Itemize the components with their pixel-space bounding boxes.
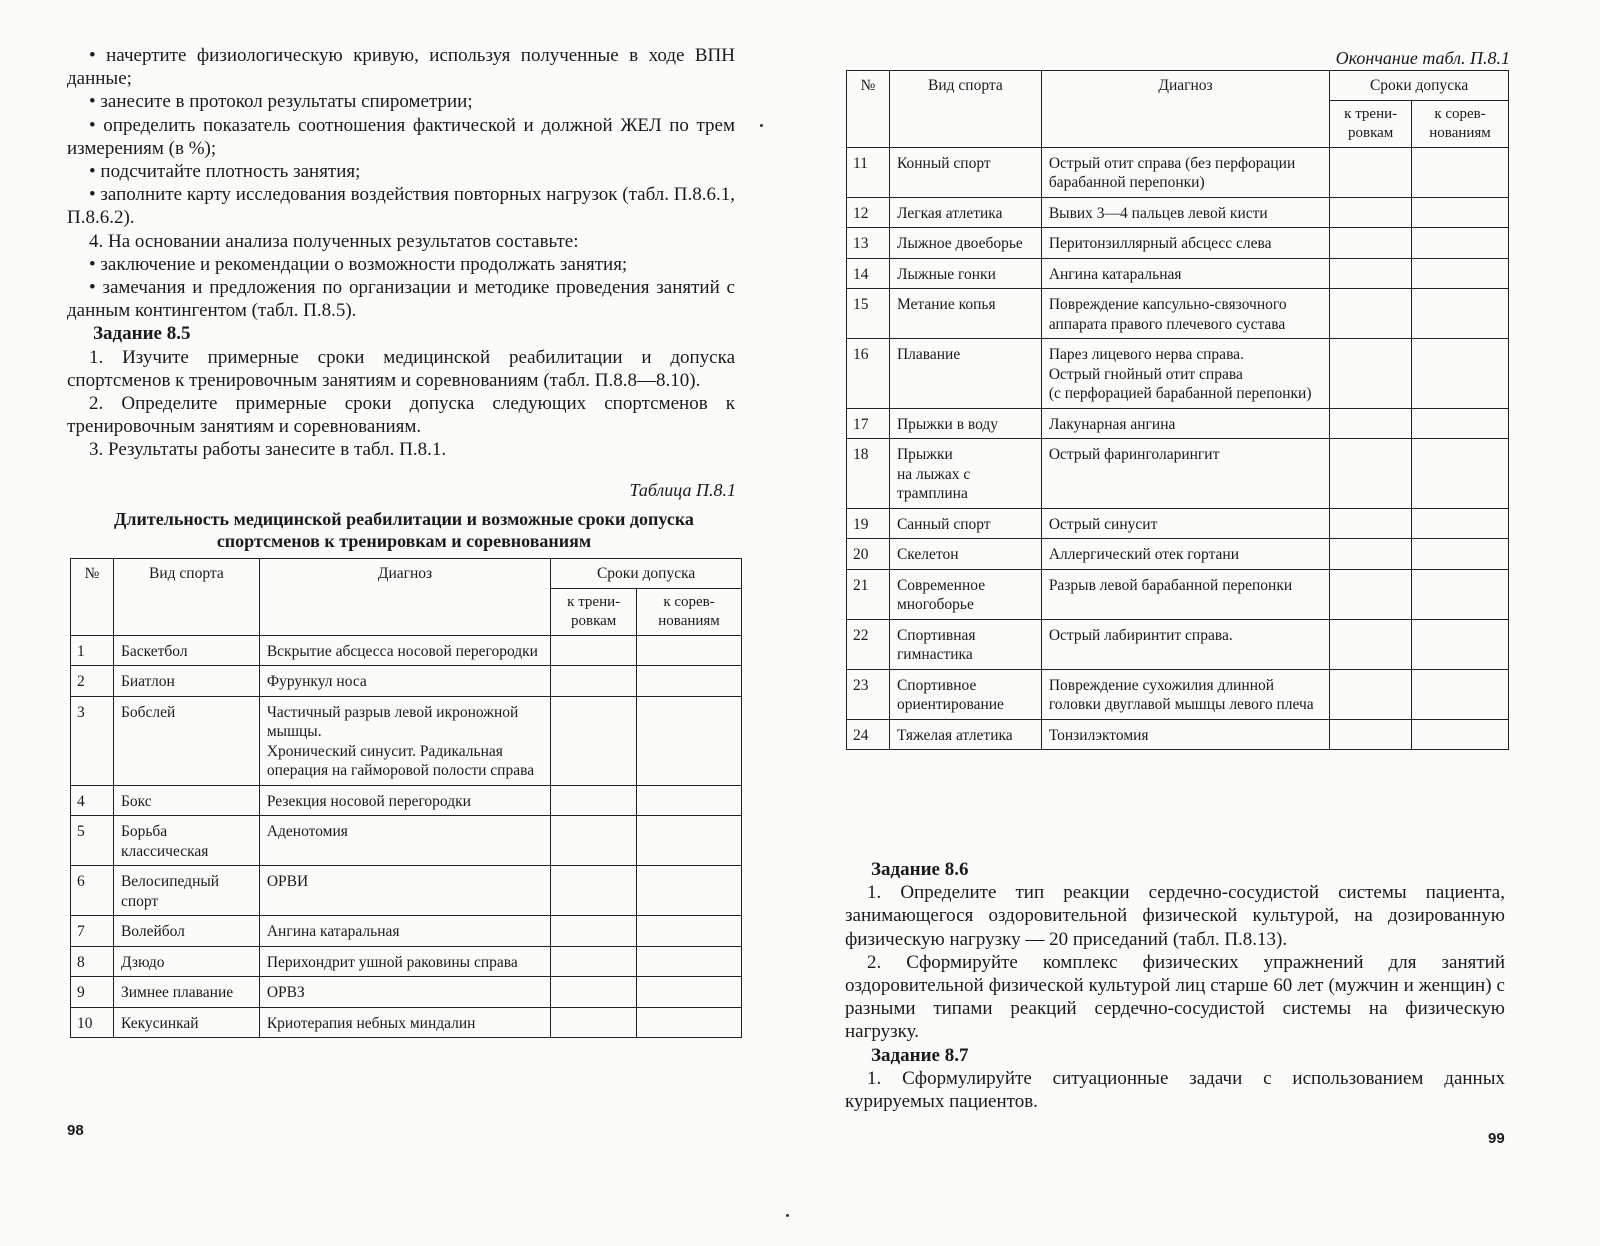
sport-cell: Метание копья bbox=[889, 289, 1041, 339]
training-term-cell bbox=[1330, 197, 1412, 228]
training-term-cell bbox=[551, 1007, 637, 1038]
competition-term-cell bbox=[637, 666, 742, 697]
training-term-cell bbox=[551, 916, 637, 947]
training-term-cell bbox=[551, 946, 637, 977]
bullet-item: • подсчитайте плотность занятия; bbox=[67, 160, 735, 183]
table-row bbox=[71, 916, 742, 947]
training-term-cell bbox=[551, 696, 637, 785]
sport-cell: Прыжки на лыжах с трамплина bbox=[889, 439, 1041, 509]
row-number-cell: 6 bbox=[71, 866, 114, 916]
competition-term-cell bbox=[1412, 619, 1509, 669]
row-number-cell: 20 bbox=[847, 539, 890, 570]
diagnosis-cell: Ангина катаральная bbox=[1041, 258, 1329, 289]
sport-cell: Тяжелая атлетика bbox=[889, 719, 1041, 750]
row-number-cell: 3 bbox=[71, 696, 114, 785]
bullet-item: • определить показатель соотношения фактической и должной ЖЕЛ по трем измерениям (в %); bbox=[67, 114, 735, 160]
competition-term-cell bbox=[637, 977, 742, 1008]
bullet-item: • заключение и рекомендации о возможности продолжать занятия; bbox=[67, 253, 735, 276]
col-num-header: № bbox=[71, 559, 114, 636]
competition-term-cell bbox=[637, 696, 742, 785]
training-term-cell bbox=[551, 977, 637, 1008]
col-terms-header: Сроки допуска bbox=[551, 559, 742, 589]
diagnosis-cell: Повреждение капсульно-связочного аппарата правого плечевого сустава bbox=[1041, 289, 1329, 339]
sport-cell: Плавание bbox=[889, 339, 1041, 409]
competition-term-cell bbox=[1412, 539, 1509, 570]
training-term-cell bbox=[1330, 258, 1412, 289]
sport-cell: Легкая атлетика bbox=[889, 197, 1041, 228]
bullet-item: • замечания и предложения по организации и методике проведения занятий с данным контингентом (табл. П.8.5). bbox=[67, 276, 735, 322]
training-term-cell bbox=[1330, 408, 1412, 439]
competition-term-cell bbox=[637, 635, 742, 666]
training-term-cell bbox=[551, 816, 637, 866]
row-number-cell: 9 bbox=[71, 977, 114, 1008]
diagnosis-cell: Вскрытие абсцесса носовой перегородки bbox=[259, 635, 550, 666]
competition-term-cell bbox=[1412, 569, 1509, 619]
competition-term-cell bbox=[1412, 669, 1509, 719]
sport-cell: Дзюдо bbox=[113, 946, 259, 977]
training-term-cell bbox=[1330, 719, 1412, 750]
table-row bbox=[847, 339, 1509, 409]
row-number-cell: 14 bbox=[847, 258, 890, 289]
competition-term-cell bbox=[1412, 147, 1509, 197]
diagnosis-cell: Аденотомия bbox=[259, 816, 550, 866]
table-row bbox=[847, 508, 1509, 539]
task-item: 1. Сформулируйте ситуационные задачи с использованием данных курируемых пациентов. bbox=[845, 1067, 1505, 1113]
table-row bbox=[71, 666, 742, 697]
col-sport-header: Вид спорта bbox=[889, 71, 1041, 148]
sport-cell: Волейбол bbox=[113, 916, 259, 947]
diagnosis-cell: Тонзилэктомия bbox=[1041, 719, 1329, 750]
sport-cell: Лыжное двоеборье bbox=[889, 228, 1041, 259]
sport-cell: Биатлон bbox=[113, 666, 259, 697]
table-row bbox=[847, 228, 1509, 259]
training-term-cell bbox=[1330, 569, 1412, 619]
table-row bbox=[847, 669, 1509, 719]
diagnosis-cell: Парез лицевого нерва справа. Острый гнойный отит справа (с перфорацией барабанной перепонки) bbox=[1041, 339, 1329, 409]
table-title-line-2: спортсменов к тренировкам и соревнованиям bbox=[216, 531, 592, 551]
table-row bbox=[847, 619, 1509, 669]
table-title-line-1: Длительность медицинской реабилитации и возможные сроки допуска bbox=[114, 509, 694, 529]
row-number-cell: 22 bbox=[847, 619, 890, 669]
table-row bbox=[71, 785, 742, 816]
page-number-right: 99 bbox=[1488, 1130, 1505, 1147]
competition-term-cell bbox=[1412, 508, 1509, 539]
table-row bbox=[847, 719, 1509, 750]
row-number-cell: 24 bbox=[847, 719, 890, 750]
table-row bbox=[71, 1007, 742, 1038]
row-number-cell: 15 bbox=[847, 289, 890, 339]
left-page bbox=[0, 0, 790, 1246]
sport-cell: Прыжки в воду bbox=[889, 408, 1041, 439]
table-row bbox=[71, 635, 742, 666]
training-term-cell bbox=[1330, 339, 1412, 409]
task-8-7-heading: Задание 8.7 bbox=[871, 1044, 969, 1066]
diagnosis-cell: Аллергический отек гортани bbox=[1041, 539, 1329, 570]
training-term-cell bbox=[551, 785, 637, 816]
table-row bbox=[847, 258, 1509, 289]
table-row bbox=[847, 289, 1509, 339]
task-8-6-heading: Задание 8.6 bbox=[871, 859, 969, 880]
row-number-cell: 11 bbox=[847, 147, 890, 197]
table-row bbox=[847, 147, 1509, 197]
table-row bbox=[71, 946, 742, 977]
row-number-cell: 17 bbox=[847, 408, 890, 439]
sport-cell: Спортивное ориентирование bbox=[889, 669, 1041, 719]
row-number-cell: 13 bbox=[847, 228, 890, 259]
sport-cell: Баскетбол bbox=[113, 635, 259, 666]
sport-cell: Спортивная гимнастика bbox=[889, 619, 1041, 669]
training-term-cell bbox=[1330, 147, 1412, 197]
right-page bbox=[800, 0, 1600, 1246]
task-item: 3. Результаты работы занесите в табл. П.8.1. bbox=[89, 439, 447, 461]
training-term-cell bbox=[551, 635, 637, 666]
diagnosis-cell: Фурункул носа bbox=[259, 666, 550, 697]
training-term-cell bbox=[1330, 669, 1412, 719]
training-term-cell bbox=[1330, 439, 1412, 509]
task-item: 2. Определите примерные сроки допуска следующих спортсменов к тренировочным занятиям и соревнованиям. bbox=[67, 393, 735, 438]
diagnosis-cell: Перихондрит ушной раковины справа bbox=[259, 946, 550, 977]
table-title bbox=[70, 508, 738, 552]
competition-term-cell bbox=[1412, 289, 1509, 339]
competition-term-cell bbox=[1412, 719, 1509, 750]
table-row bbox=[71, 816, 742, 866]
row-number-cell: 21 bbox=[847, 569, 890, 619]
col-diagnosis-header: Диагноз bbox=[1041, 71, 1329, 148]
row-number-cell: 1 bbox=[71, 635, 114, 666]
sport-cell: Лыжные гонки bbox=[889, 258, 1041, 289]
diagnosis-cell: Вывих 3—4 пальцев левой кисти bbox=[1041, 197, 1329, 228]
sport-cell: Бобслей bbox=[113, 696, 259, 785]
diagnosis-cell: Острый лабиринтит справа. bbox=[1041, 619, 1329, 669]
table-row bbox=[71, 696, 742, 785]
competition-term-cell bbox=[1412, 408, 1509, 439]
col-training-header: к трени- ровкам bbox=[551, 588, 637, 635]
diagnosis-cell: Острый фаринголарингит bbox=[1041, 439, 1329, 509]
task-item: 1. Определите тип реакции сердечно-сосудистой системы пациента, занимающегося оздоровительной физической культурой, на дозированную физическую нагрузку — 20 приседаний (табл. П.8.13). bbox=[845, 882, 1505, 950]
task-item: 2. Сформируйте комплекс физических упражнений для занятий оздоровительной физической культурой лиц старше 60 лет (мужчин и женщин) с разными типами реакций сердечно-сосудистой системы на физическую нагрузку. bbox=[845, 951, 1505, 1043]
col-training-header: к трени- ровкам bbox=[1330, 100, 1412, 147]
col-sport-header: Вид спорта bbox=[113, 559, 259, 636]
table-body bbox=[71, 635, 742, 1038]
diagnosis-cell: Резекция носовой перегородки bbox=[259, 785, 550, 816]
row-number-cell: 4 bbox=[71, 785, 114, 816]
training-term-cell bbox=[1330, 228, 1412, 259]
training-term-cell bbox=[1330, 508, 1412, 539]
intro-list bbox=[67, 44, 735, 322]
table-body bbox=[847, 147, 1509, 750]
competition-term-cell bbox=[1412, 258, 1509, 289]
row-number-cell: 5 bbox=[71, 816, 114, 866]
table-row bbox=[847, 439, 1509, 509]
row-number-cell: 16 bbox=[847, 339, 890, 409]
left-intro-text bbox=[67, 44, 735, 462]
diagnosis-cell: Ангина катаральная bbox=[259, 916, 550, 947]
competition-term-cell bbox=[1412, 439, 1509, 509]
task-8-5-items bbox=[67, 346, 735, 462]
task-8-7-items bbox=[845, 1067, 1505, 1113]
col-competition-header: к сорев- нованиям bbox=[637, 588, 742, 635]
row-number-cell: 12 bbox=[847, 197, 890, 228]
training-term-cell bbox=[551, 666, 637, 697]
table-row bbox=[847, 197, 1509, 228]
row-number-cell: 2 bbox=[71, 666, 114, 697]
row-number-cell: 19 bbox=[847, 508, 890, 539]
row-number-cell: 8 bbox=[71, 946, 114, 977]
table-row bbox=[847, 569, 1509, 619]
table-label: Таблица П.8.1 bbox=[629, 480, 736, 500]
row-number-cell: 18 bbox=[847, 439, 890, 509]
competition-term-cell bbox=[1412, 228, 1509, 259]
sport-cell: Кекусинкай bbox=[113, 1007, 259, 1038]
bullet-item: • начертите физиологическую кривую, используя полученные в ходе ВПН данные; bbox=[67, 44, 735, 90]
competition-term-cell bbox=[1412, 197, 1509, 228]
competition-term-cell bbox=[637, 946, 742, 977]
sport-cell: Конный спорт bbox=[889, 147, 1041, 197]
row-number-cell: 23 bbox=[847, 669, 890, 719]
bullet-item: • занесите в протокол результаты спирометрии; bbox=[67, 90, 735, 113]
diagnosis-cell: Криотерапия небных миндалин bbox=[259, 1007, 550, 1038]
training-term-cell bbox=[551, 866, 637, 916]
right-tasks-text bbox=[845, 858, 1505, 1113]
diagnosis-cell: Острый отит справа (без перфорации барабанной перепонки) bbox=[1041, 147, 1329, 197]
bullet-item: • заполните карту исследования воздействия повторных нагрузок (табл. П.8.6.1, П.8.6.2). bbox=[67, 183, 735, 229]
sport-cell: Зимнее плавание bbox=[113, 977, 259, 1008]
table-row bbox=[847, 408, 1509, 439]
col-competition-header: к сорев- нованиям bbox=[1412, 100, 1509, 147]
task-item: 1. Изучите примерные сроки медицинской реабилитации и допуска спортсменов к тренировочным занятиям и соревнованиям (табл. П.8.8—8.10). bbox=[67, 346, 735, 391]
competition-term-cell bbox=[637, 866, 742, 916]
table-row bbox=[71, 977, 742, 1008]
diagnosis-cell: ОРВИ bbox=[259, 866, 550, 916]
row-number-cell: 7 bbox=[71, 916, 114, 947]
task-8-5-heading: Задание 8.5 bbox=[93, 323, 191, 345]
task-8-6-items bbox=[845, 881, 1505, 1043]
diagnosis-cell: Острый синусит bbox=[1041, 508, 1329, 539]
sports-admission-table bbox=[70, 558, 742, 1038]
paragraph: 4. На основании анализа полученных результатов составьте: bbox=[89, 230, 579, 252]
col-terms-header: Сроки допуска bbox=[1330, 71, 1509, 101]
sport-cell: Бокс bbox=[113, 785, 259, 816]
diagnosis-cell: Разрыв левой барабанной перепонки bbox=[1041, 569, 1329, 619]
page-number-left: 98 bbox=[67, 1122, 84, 1139]
competition-term-cell bbox=[637, 816, 742, 866]
diagnosis-cell: Лакунарная ангина bbox=[1041, 408, 1329, 439]
competition-term-cell bbox=[1412, 339, 1509, 409]
training-term-cell bbox=[1330, 619, 1412, 669]
training-term-cell bbox=[1330, 539, 1412, 570]
diagnosis-cell: Частичный разрыв левой икроножной мышцы. Хронический синусит. Радикальная операция на гаймoровой полости справа bbox=[259, 696, 550, 785]
scan-speck bbox=[786, 1214, 789, 1217]
col-diagnosis-header: Диагноз bbox=[259, 559, 550, 636]
sports-admission-table-continued bbox=[846, 70, 1509, 750]
continuation-label: Окончание табл. П.8.1 bbox=[1335, 48, 1510, 68]
scan-speck bbox=[760, 124, 763, 127]
table-row bbox=[71, 866, 742, 916]
diagnosis-cell: ОРВЗ bbox=[259, 977, 550, 1008]
training-term-cell bbox=[1330, 289, 1412, 339]
sport-cell: Борьба классическая bbox=[113, 816, 259, 866]
competition-term-cell bbox=[637, 1007, 742, 1038]
competition-term-cell bbox=[637, 916, 742, 947]
sport-cell: Скелетон bbox=[889, 539, 1041, 570]
sport-cell: Санный спорт bbox=[889, 508, 1041, 539]
table-row bbox=[847, 539, 1509, 570]
competition-term-cell bbox=[637, 785, 742, 816]
diagnosis-cell: Повреждение сухожилия длинной головки двуглавой мышцы левого плеча bbox=[1041, 669, 1329, 719]
row-number-cell: 10 bbox=[71, 1007, 114, 1038]
sport-cell: Современное многоборье bbox=[889, 569, 1041, 619]
col-num-header: № bbox=[847, 71, 890, 148]
sport-cell: Велосипедный спорт bbox=[113, 866, 259, 916]
diagnosis-cell: Перитонзиллярный абсцесс слева bbox=[1041, 228, 1329, 259]
